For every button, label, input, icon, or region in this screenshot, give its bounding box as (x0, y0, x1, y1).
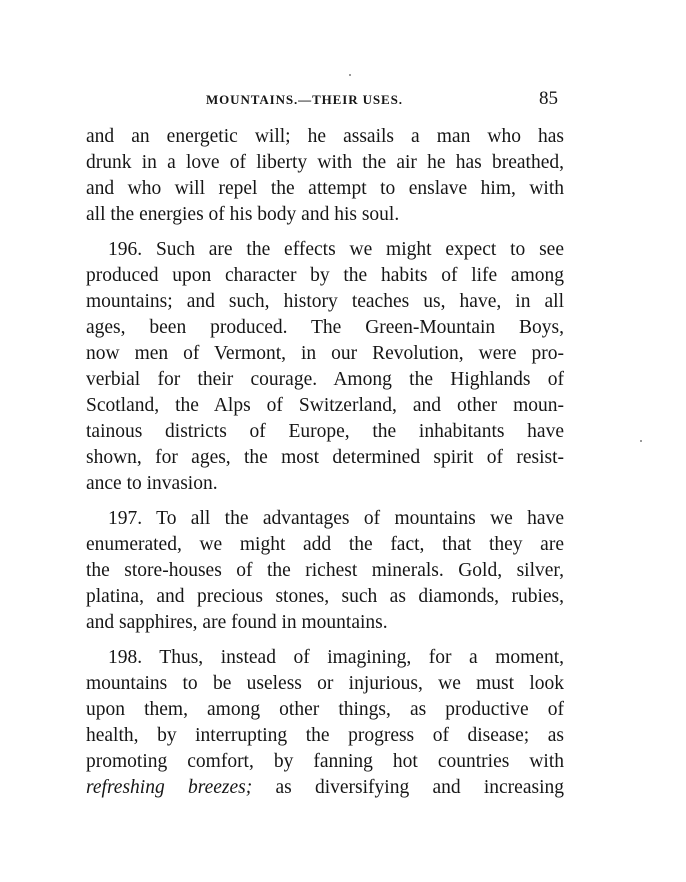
text-line: 197. To all the advantages of mountains we have (108, 508, 564, 529)
text-line: 198. Thus, instead of imagining, for a moment, (108, 647, 564, 668)
text-line: health, by interrupting the progress of disease; as (86, 725, 564, 746)
text-line: platina, and precious stones, such as diamonds, rubies, (86, 586, 564, 607)
text-line: all the energies of his body and his soul. (86, 204, 400, 225)
text-line: verbial for their courage. Among the Highlands of (86, 369, 564, 390)
text-line: now men of Vermont, in our Revolution, were pro- (86, 343, 564, 364)
paragraph-196 (86, 237, 564, 497)
text-line: shown, for ages, the most determined spirit of resist- (86, 447, 564, 468)
print-speck (349, 74, 351, 76)
text-line: mountains to be useless or injurious, we must look (86, 673, 564, 694)
text-line: and who will repel the attempt to enslave him, with (86, 178, 564, 199)
italic-phrase: refreshing breezes; (86, 777, 253, 798)
paragraph-198 (86, 645, 564, 801)
text-line: and an energetic will; he assails a man who has (86, 126, 564, 147)
text-line: the store-houses of the richest minerals. Gold, silver, (86, 560, 564, 581)
text-run: as diversifying and increasing (252, 777, 564, 798)
text-line: 196. Such are the effects we might expect to see (108, 239, 564, 260)
text-line: tainous districts of Europe, the inhabitants have (86, 421, 564, 442)
text-line: ance to invasion. (86, 473, 218, 494)
text-line: and sapphires, are found in mountains. (86, 612, 388, 633)
paragraph-197 (86, 506, 564, 636)
body-text (86, 124, 564, 801)
text-line: ages, been produced. The Green-Mountain Boys, (86, 317, 564, 338)
print-speck (640, 440, 642, 442)
text-line: promoting comfort, by fanning hot countries with (86, 751, 564, 772)
text-line: mountains; and such, history teaches us, have, in all (86, 291, 564, 312)
text-line: Scotland, the Alps of Switzerland, and other moun- (86, 395, 564, 416)
page-header (86, 88, 562, 112)
running-title: MOUNTAINS.—THEIR USES. (206, 92, 403, 107)
page-number: 85 (539, 88, 558, 109)
paragraph-continued (86, 124, 564, 228)
text-line: drunk in a love of liberty with the air he has breathed, (86, 152, 564, 173)
text-line-last (86, 775, 564, 801)
text-line: upon them, among other things, as productive of (86, 699, 564, 720)
text-line: enumerated, we might add the fact, that they are (86, 534, 564, 555)
text-line: produced upon character by the habits of life among (86, 265, 564, 286)
